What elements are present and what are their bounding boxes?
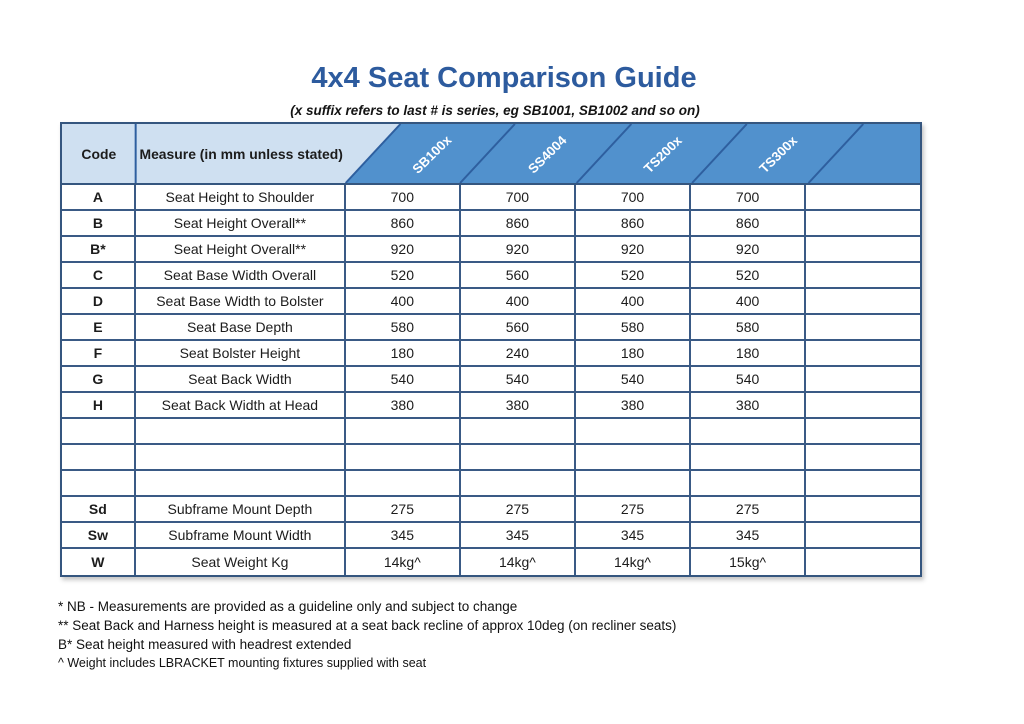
cell-code: D xyxy=(62,289,136,313)
table-row-g xyxy=(62,367,920,393)
table-row-h xyxy=(62,393,920,419)
cell-value: 275 xyxy=(576,497,691,521)
cell-value: 15kg^ xyxy=(691,549,807,575)
cell-measure: Subframe Mount Depth xyxy=(136,497,346,521)
table-row-empty xyxy=(62,419,920,445)
cell-code: B xyxy=(62,211,136,235)
cell-value xyxy=(806,211,920,235)
cell-code: Sw xyxy=(62,523,136,547)
cell-value: 275 xyxy=(346,497,461,521)
cell-value xyxy=(806,185,920,209)
cell-value xyxy=(806,549,920,575)
cell-measure xyxy=(136,471,346,495)
header-code: Code xyxy=(81,146,117,162)
table-row-sd xyxy=(62,497,920,523)
header-series-ts300x: TS300x xyxy=(756,133,801,176)
cell-value: 345 xyxy=(346,523,461,547)
header-measure: Measure (in mm unless stated) xyxy=(139,146,343,162)
cell-value xyxy=(576,419,691,443)
cell-value xyxy=(576,445,691,469)
cell-measure: Seat Base Depth xyxy=(136,315,346,339)
cell-value: 700 xyxy=(346,185,461,209)
cell-value xyxy=(806,419,920,443)
table-row-a xyxy=(62,185,920,211)
table-row-sw xyxy=(62,523,920,549)
header-series-ts200x: TS200x xyxy=(640,133,685,176)
cell-value: 14kg^ xyxy=(346,549,461,575)
cell-measure: Seat Height Overall** xyxy=(136,237,346,261)
cell-value: 540 xyxy=(576,367,691,391)
cell-measure: Seat Base Width Overall xyxy=(136,263,346,287)
cell-value xyxy=(806,289,920,313)
cell-measure: Seat Back Width at Head xyxy=(136,393,346,417)
table-row-empty xyxy=(62,445,920,471)
table-row-b xyxy=(62,211,920,237)
cell-value: 275 xyxy=(461,497,577,521)
cell-value: 14kg^ xyxy=(576,549,691,575)
header-series-ss4004: SS4004 xyxy=(525,132,570,177)
cell-measure: Seat Bolster Height xyxy=(136,341,346,365)
cell-measure xyxy=(136,419,346,443)
cell-measure xyxy=(136,445,346,469)
footnote-nb: * NB - Measurements are provided as a guideline only and subject to change xyxy=(58,599,518,614)
cell-value: 180 xyxy=(576,341,691,365)
header-band-graphic xyxy=(62,124,920,183)
table-body xyxy=(62,185,920,575)
cell-value: 275 xyxy=(691,497,807,521)
cell-value xyxy=(461,445,577,469)
cell-code: A xyxy=(62,185,136,209)
table-row-w xyxy=(62,549,920,575)
cell-value: 380 xyxy=(461,393,577,417)
cell-code: H xyxy=(62,393,136,417)
table-row-c xyxy=(62,263,920,289)
cell-value: 400 xyxy=(691,289,807,313)
cell-code xyxy=(62,471,136,495)
cell-value xyxy=(806,445,920,469)
cell-value: 860 xyxy=(461,211,577,235)
cell-code: F xyxy=(62,341,136,365)
cell-value xyxy=(806,341,920,365)
footnote-recline: ** Seat Back and Harness height is measured at a seat back recline of approx 10deg (on recliner seats) xyxy=(58,618,677,633)
cell-value: 580 xyxy=(691,315,807,339)
cell-value: 580 xyxy=(576,315,691,339)
cell-value: 920 xyxy=(576,237,691,261)
cell-measure: Seat Height Overall** xyxy=(136,211,346,235)
table-header-band xyxy=(62,124,920,185)
cell-value xyxy=(806,315,920,339)
cell-measure: Seat Weight Kg xyxy=(136,549,346,575)
cell-value: 920 xyxy=(691,237,807,261)
footnote-weight: ^ Weight includes LBRACKET mounting fixtures supplied with seat xyxy=(58,656,427,670)
footnotes xyxy=(58,597,958,673)
cell-value xyxy=(806,263,920,287)
cell-value xyxy=(806,497,920,521)
cell-value xyxy=(461,471,577,495)
cell-value: 520 xyxy=(691,263,807,287)
cell-value xyxy=(346,471,461,495)
cell-value xyxy=(461,419,577,443)
cell-value xyxy=(691,419,807,443)
cell-code: Sd xyxy=(62,497,136,521)
cell-value xyxy=(346,445,461,469)
cell-value: 920 xyxy=(346,237,461,261)
cell-value: 540 xyxy=(461,367,577,391)
cell-value: 345 xyxy=(691,523,807,547)
cell-value: 860 xyxy=(576,211,691,235)
page-title: 4x4 Seat Comparison Guide xyxy=(311,62,697,94)
cell-value: 380 xyxy=(576,393,691,417)
cell-value: 380 xyxy=(691,393,807,417)
cell-measure: Seat Height to Shoulder xyxy=(136,185,346,209)
cell-value: 520 xyxy=(346,263,461,287)
table-row-empty xyxy=(62,471,920,497)
cell-value xyxy=(806,393,920,417)
table-row-d xyxy=(62,289,920,315)
table-row-b-star xyxy=(62,237,920,263)
cell-value xyxy=(691,445,807,469)
cell-value xyxy=(691,471,807,495)
cell-value: 400 xyxy=(576,289,691,313)
cell-value xyxy=(806,523,920,547)
table-row-f xyxy=(62,341,920,367)
cell-code: B* xyxy=(62,237,136,261)
cell-measure: Subframe Mount Width xyxy=(136,523,346,547)
cell-value xyxy=(346,419,461,443)
cell-measure: Seat Back Width xyxy=(136,367,346,391)
footnote-headrest: B* Seat height measured with headrest extended xyxy=(58,637,352,652)
cell-value: 540 xyxy=(346,367,461,391)
cell-value: 560 xyxy=(461,263,577,287)
table-row-e xyxy=(62,315,920,341)
cell-code: W xyxy=(62,549,136,575)
cell-value: 700 xyxy=(691,185,807,209)
cell-value xyxy=(806,367,920,391)
cell-code xyxy=(62,445,136,469)
cell-value: 860 xyxy=(346,211,461,235)
header-series-sb100x: SB100x xyxy=(409,132,455,177)
cell-value: 180 xyxy=(691,341,807,365)
cell-value: 400 xyxy=(346,289,461,313)
cell-value: 240 xyxy=(461,341,577,365)
cell-value: 580 xyxy=(346,315,461,339)
cell-value: 860 xyxy=(691,211,807,235)
cell-value: 520 xyxy=(576,263,691,287)
seat-comparison-table xyxy=(60,122,922,577)
cell-value: 345 xyxy=(461,523,577,547)
cell-value: 400 xyxy=(461,289,577,313)
cell-code: C xyxy=(62,263,136,287)
cell-value: 345 xyxy=(576,523,691,547)
cell-value: 380 xyxy=(346,393,461,417)
cell-value xyxy=(806,237,920,261)
cell-code xyxy=(62,419,136,443)
page-subtitle: (x suffix refers to last # is series, eg SB1001, SB1002 and so on) xyxy=(290,103,700,118)
cell-value xyxy=(576,471,691,495)
cell-value: 700 xyxy=(461,185,577,209)
cell-value xyxy=(806,471,920,495)
cell-value: 920 xyxy=(461,237,577,261)
cell-value: 180 xyxy=(346,341,461,365)
cell-value: 700 xyxy=(576,185,691,209)
cell-value: 540 xyxy=(691,367,807,391)
cell-value: 14kg^ xyxy=(461,549,577,575)
cell-code: G xyxy=(62,367,136,391)
cell-code: E xyxy=(62,315,136,339)
cell-measure: Seat Base Width to Bolster xyxy=(136,289,346,313)
cell-value: 560 xyxy=(461,315,577,339)
